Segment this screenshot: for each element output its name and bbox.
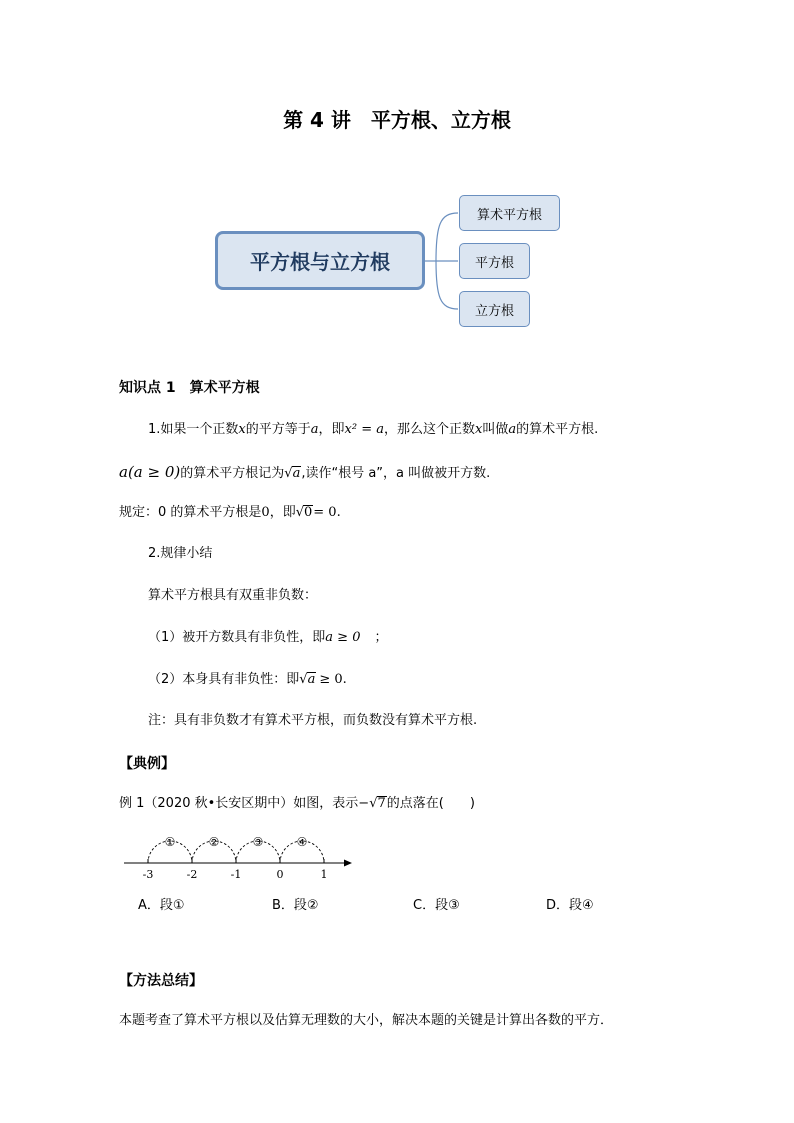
- option-d[interactable]: D．段④: [546, 898, 594, 913]
- rule-item-1: [148, 629, 387, 647]
- note-text: 注：具有非负数才有算术平方根，而负数没有算术平方根.: [148, 713, 478, 728]
- text: ,读作“根号 a”，a 叫做被开方数.: [301, 466, 491, 481]
- option-c[interactable]: C．段③: [413, 898, 460, 913]
- tick-label: -1: [230, 868, 242, 881]
- minus-sign: −: [358, 796, 370, 811]
- rule-item-2: [148, 671, 347, 689]
- condition-expr: a(a ≥ 0): [119, 463, 181, 481]
- option-a[interactable]: A．段①: [138, 898, 185, 913]
- notation-paragraph: [119, 463, 490, 483]
- sqrt-symbol: √: [299, 672, 308, 687]
- mindmap-node-arithmetic-root: 算术平方根: [459, 195, 560, 231]
- text: ，那么这个正数: [384, 422, 476, 437]
- text: 叫做: [482, 422, 509, 437]
- zero-value: 0: [261, 505, 270, 520]
- var-a: a: [310, 422, 319, 437]
- sqrt-symbol: √: [369, 796, 378, 811]
- tick-label: -2: [186, 868, 198, 881]
- mindmap-connectors: [0, 0, 794, 400]
- text: （1）被开方数具有非负性，即: [148, 630, 326, 645]
- text: 的平方等于: [245, 422, 311, 437]
- var-x: x: [475, 422, 483, 437]
- example-question: [119, 795, 475, 813]
- mindmap-center-node: 平方根与立方根: [215, 231, 425, 290]
- var-a: a: [508, 422, 517, 437]
- rule-title: 2.规律小结: [148, 546, 213, 561]
- inequality: ≥ 0.: [319, 672, 347, 687]
- tick-label: 0: [276, 868, 284, 881]
- section-heading-1: 知识点 1 算术平方根: [119, 380, 260, 396]
- mindmap-node-cube-root: 立方根: [459, 291, 530, 327]
- rule-paragraph: [119, 504, 341, 522]
- radicand: a: [292, 466, 301, 481]
- text: 的算术平方根.: [516, 422, 599, 437]
- text: 规定：0 的算术平方根是: [119, 505, 262, 520]
- radicand: 7: [377, 796, 386, 811]
- text: 例 1（2020 秋•长安区期中）如图，表示: [119, 796, 359, 811]
- method-text: 本题考查了算术平方根以及估算无理数的大小，解决本题的关键是计算出各数的平方．: [119, 1013, 614, 1028]
- segment-label-2: ②: [208, 835, 220, 849]
- option-b[interactable]: B．段②: [272, 898, 319, 913]
- segment-label-3: ③: [252, 835, 264, 849]
- page-title: 第 4 讲 平方根、立方根: [283, 108, 511, 132]
- number-line-arrow: [344, 860, 352, 867]
- rule-intro: 算术平方根具有双重非负数：: [148, 588, 318, 603]
- tick-label: 1: [320, 868, 328, 881]
- example-heading: 【典例】: [119, 756, 175, 772]
- text: ，即: [318, 422, 345, 437]
- text: ；: [374, 630, 388, 645]
- number-line: [110, 828, 370, 884]
- radicand: 0: [304, 505, 313, 520]
- tick-label: -3: [142, 868, 154, 881]
- equation: x² = a: [344, 422, 384, 437]
- text: （2）本身具有非负性：即: [148, 672, 300, 687]
- text: ，即: [269, 505, 296, 520]
- sqrt-symbol: √: [284, 466, 293, 481]
- equation: = 0.: [313, 505, 341, 520]
- method-heading: 【方法总结】: [119, 973, 203, 989]
- sqrt-symbol: √: [295, 505, 304, 520]
- segment-label-4: ④: [296, 835, 308, 849]
- text: 的点落在( ): [386, 796, 475, 811]
- radicand: a: [307, 672, 316, 687]
- text: 的算术平方根记为: [180, 466, 285, 481]
- segment-label-1: ①: [164, 835, 176, 849]
- text: 1.如果一个正数: [148, 422, 239, 437]
- var-x: x: [238, 422, 246, 437]
- inequality: a ≥ 0: [325, 630, 361, 645]
- mindmap-node-square-root: 平方根: [459, 243, 530, 279]
- definition-paragraph: [148, 421, 598, 439]
